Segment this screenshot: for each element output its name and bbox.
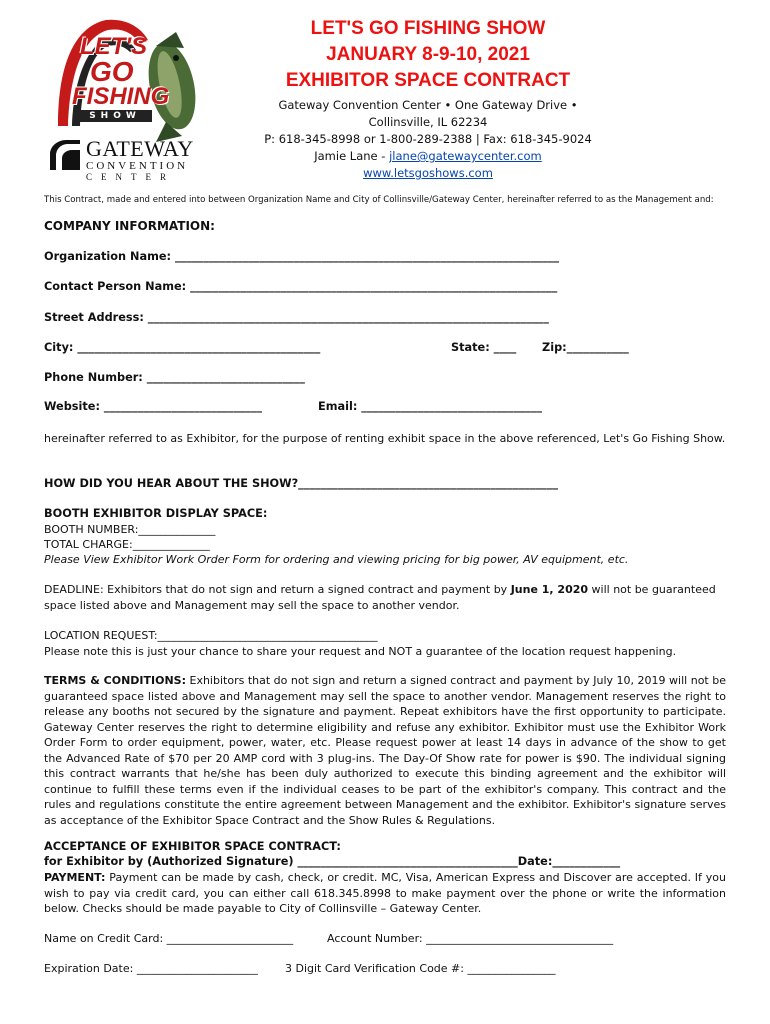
company-info-heading: COMPANY INFORMATION:	[44, 219, 215, 233]
show-logo	[44, 18, 214, 188]
logo-show: SHOW	[78, 110, 152, 122]
zip-field[interactable]: Zip:___________	[542, 341, 629, 354]
street-address-field[interactable]: Street Address: _______________________________________________________________________	[44, 311, 549, 324]
logo-fishing: FISHING	[72, 83, 170, 110]
title-line-2: JANUARY 8-9-10, 2021	[326, 44, 530, 65]
terms-label: TERMS & CONDITIONS:	[44, 674, 186, 687]
deadline-text	[44, 582, 726, 613]
logo-go: GO	[90, 56, 134, 87]
terms-text: Exhibitors that do not sign and return a signed contract and payment by July 10, 2019 will not be guaranteed space listed above and Management may sell the space to another vendor. Management reserves the right to release any booths not secured by the signature and payment. Repeat exhibitors have the first opportunity to participate. Gateway Center reserves the right to determine eligibility and refuse any exhibitor. Exhibitor must use the Exhibitor Work Order Form to order equipment, power, water, etc. Please request power at least 14 days in advance of the show to get the Advanced Rate of $70 per 20 AMP cord with 3 plug-ins. The Day-Of Show rate for power is $90. The individual signing this contract warrants that he/she has been duly authorized to execute this binding agreement and the exhibitor will continue to fulfill these terms even if the individual ceases to be part of the exhibitor's company. This contract and the rules and regulations constitute the entire agreement between Management and the exhibitor. Exhibitor's signature serves as acceptance of the Exhibitor Space Contract and the Show Rules & Regulations.	[44, 674, 727, 827]
location-note: Please note this is just your chance to share your request and NOT a guarantee of the location request happening.	[44, 645, 677, 658]
phone-fax-line: P: 618-345-8998 or 1-800-289-2388 | Fax: 618-345-9024	[264, 132, 592, 146]
expiration-date-field[interactable]: Expiration Date: ______________________	[44, 962, 258, 975]
hereinafter-text: hereinafter referred to as Exhibitor, for the purpose of renting exhibit space in the above referenced, Let's Go Fishing Show.	[44, 432, 726, 445]
booth-heading: BOOTH EXHIBITOR DISPLAY SPACE:	[44, 507, 268, 520]
logo-gateway: GATEWAY	[86, 136, 194, 161]
title-line-3: EXHIBITOR SPACE CONTRACT	[285, 70, 571, 91]
payment-text: Payment can be made by cash, check, or credit. MC, Visa, American Express and Discover are accepted. If you wish to pay via credit card, you can either call 618.345.8998 to make payment over the phone or write the information below. Checks should be made payable to City of Collinsville – Gateway Center.	[44, 871, 726, 915]
state-field[interactable]: State: ____	[451, 341, 517, 354]
acceptance-heading: ACCEPTANCE OF EXHIBITOR SPACE CONTRACT:	[44, 840, 341, 853]
address-block	[228, 97, 628, 182]
payment-info	[44, 870, 726, 917]
title-line-1: LET'S GO FISHING SHOW	[310, 18, 546, 39]
website-field[interactable]: Website: ____________________________	[44, 400, 263, 413]
email-field[interactable]: Email: ________________________________	[318, 400, 543, 413]
logo-lets: LET'S	[80, 33, 148, 60]
address-line-1: Gateway Convention Center • One Gateway Drive •	[278, 98, 578, 112]
email-link[interactable]: jlane@gatewaycenter.com	[389, 149, 542, 163]
how-did-you-hear-field[interactable]: HOW DID YOU HEAR ABOUT THE SHOW?______________________________________________	[44, 477, 558, 490]
location-request-field[interactable]: LOCATION REQUEST:________________________________________	[44, 629, 378, 642]
organization-name-field[interactable]: Organization Name: ____________________________________________________________________	[44, 250, 560, 263]
contact-person-field[interactable]: Contact Person Name: _________________________________________________________________	[44, 280, 558, 293]
logo-convention: CONVENTION	[86, 160, 189, 172]
website-link[interactable]: www.letsgoshows.com	[363, 166, 493, 180]
name-on-card-field[interactable]: Name on Credit Card: _______________________	[44, 932, 294, 945]
signature-date-field[interactable]: for Exhibitor by (Authorized Signature) _______________________________________Date:____________	[44, 855, 621, 868]
booth-number-field[interactable]: BOOTH NUMBER:______________	[44, 523, 216, 536]
deadline-post: will not be guaranteed space listed above and Management may sell the space to another vendor.	[44, 583, 716, 612]
address-line-2: Collinsville, IL 62234	[368, 115, 488, 129]
deadline-pre: DEADLINE: Exhibitors that do not sign and return a signed contract and payment by	[44, 583, 511, 596]
contact-name: Jamie Lane -	[314, 149, 390, 163]
logo-center: CENTER	[86, 172, 175, 182]
account-number-field[interactable]: Account Number: __________________________________	[327, 932, 614, 945]
deadline-date: June 1, 2020	[510, 583, 589, 596]
total-charge-field[interactable]: TOTAL CHARGE:______________	[44, 538, 210, 551]
intro-text: This Contract, made and entered into between Organization Name and City of Collinsville/Gateway Center, hereinafter referred to as the Management and:	[44, 195, 714, 205]
terms-conditions	[44, 673, 726, 828]
document-title	[228, 16, 628, 94]
gateway-arch-icon	[48, 138, 82, 172]
city-field[interactable]: City: ___________________________________________	[44, 341, 321, 354]
phone-number-field[interactable]: Phone Number: ____________________________	[44, 371, 305, 384]
card-verification-field[interactable]: 3 Digit Card Verification Code #: ________________	[285, 962, 556, 975]
work-order-note: Please View Exhibitor Work Order Form for ordering and viewing pricing for big power, AV equipment, etc.	[44, 553, 629, 566]
payment-label: PAYMENT:	[44, 871, 106, 884]
contact-line	[228, 148, 628, 165]
